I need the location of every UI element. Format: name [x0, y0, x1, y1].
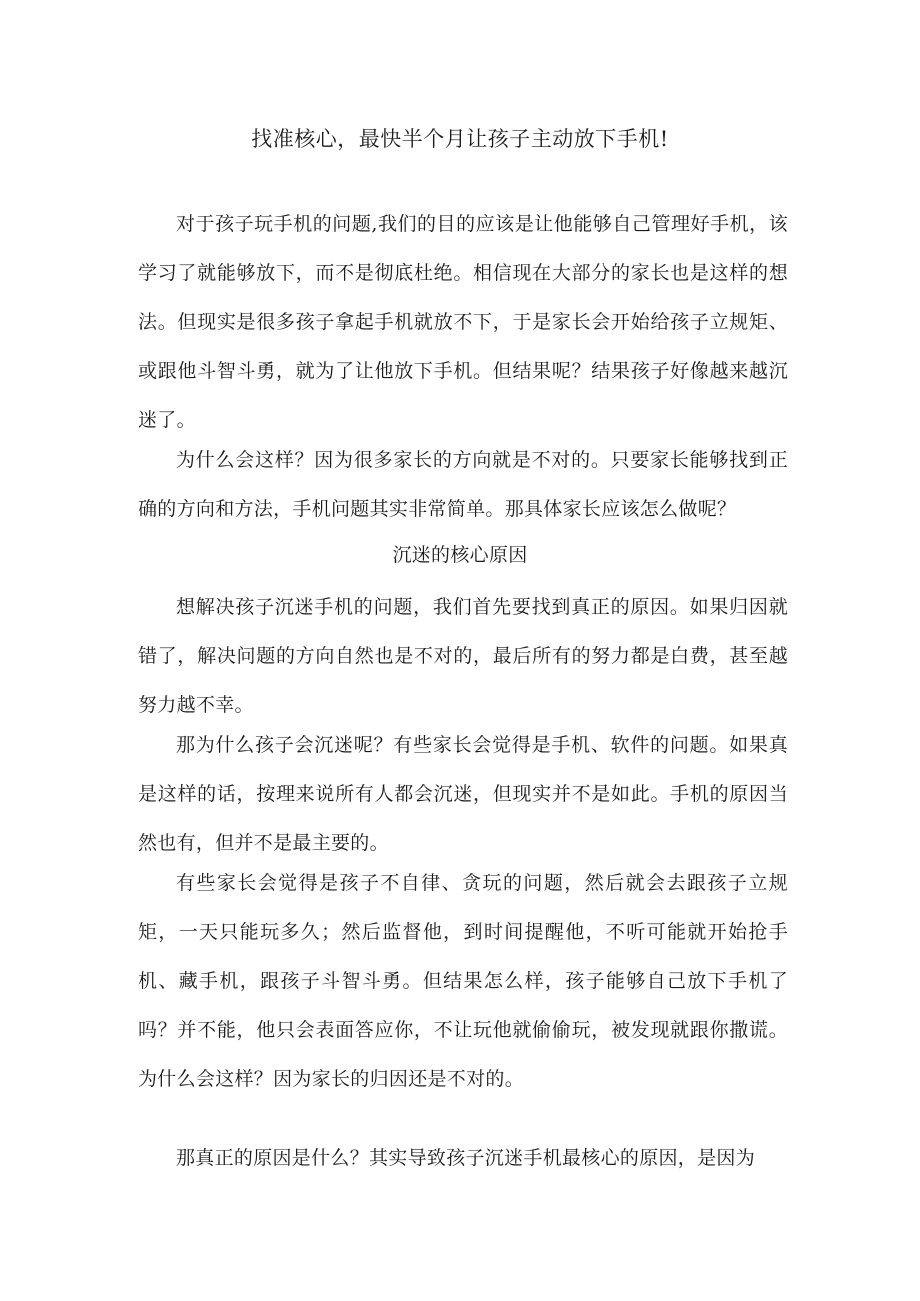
paragraph-true-reason: 那真正的原因是什么？其实导致孩子沉迷手机最核心的原因，是因为 [176, 1147, 756, 1169]
paragraph-direction: 为什么会这样？因为很多家长的方向就是不对的。只要家长能够找到正确的方向和方法，手机问题其实非常简单。那具体家长应该怎么做呢？ [138, 449, 788, 520]
paragraph-intro: 对于孩子玩手机的问题,我们的目的应该是让他能够自己管理好手机，该学习了就能够放下，而不是彻底杜绝。相信现在大部分的家长也是这样的想法。但现实是很多孩子拿起手机就放不下，于是家长会开始给孩子立规矩、或跟他斗智斗勇，就为了让他放下手机。但结果呢？结果孩子好像越来越沉迷了。 [138, 213, 788, 431]
paragraph-self-discipline: 有些家长会觉得是孩子不自律、贪玩的问题，然后就会去跟孩子立规矩，一天只能玩多久；然后监督他，到时间提醒他，不听可能就开始抢手机、藏手机，跟孩子斗智斗勇。但结果怎么样，孩子能够自己放下手机了吗？并不能，他只会表面答应你，不让玩他就偷偷玩，被发现就跟你撒谎。为什么会这样？因为家长的归因还是不对的。 [138, 872, 788, 1090]
paragraph-root-cause: 想解决孩子沉迷手机的问题，我们首先要找到真正的原因。如果归因就错了，解决问题的方向自然也是不对的，最后所有的努力都是白费，甚至越努力越不幸。 [138, 596, 788, 716]
document-title: 找准核心，最快半个月让孩子主动放下手机! [251, 127, 669, 151]
paragraph-phone-reason: 那为什么孩子会沉迷呢？有些家长会觉得是手机、软件的问题。如果真是这样的话，按理来说所有人都会沉迷，但现实并不是如此。手机的原因当然也有，但并不是最主要的。 [138, 734, 788, 854]
section-heading: 沉迷的核心原因 [392, 544, 528, 566]
